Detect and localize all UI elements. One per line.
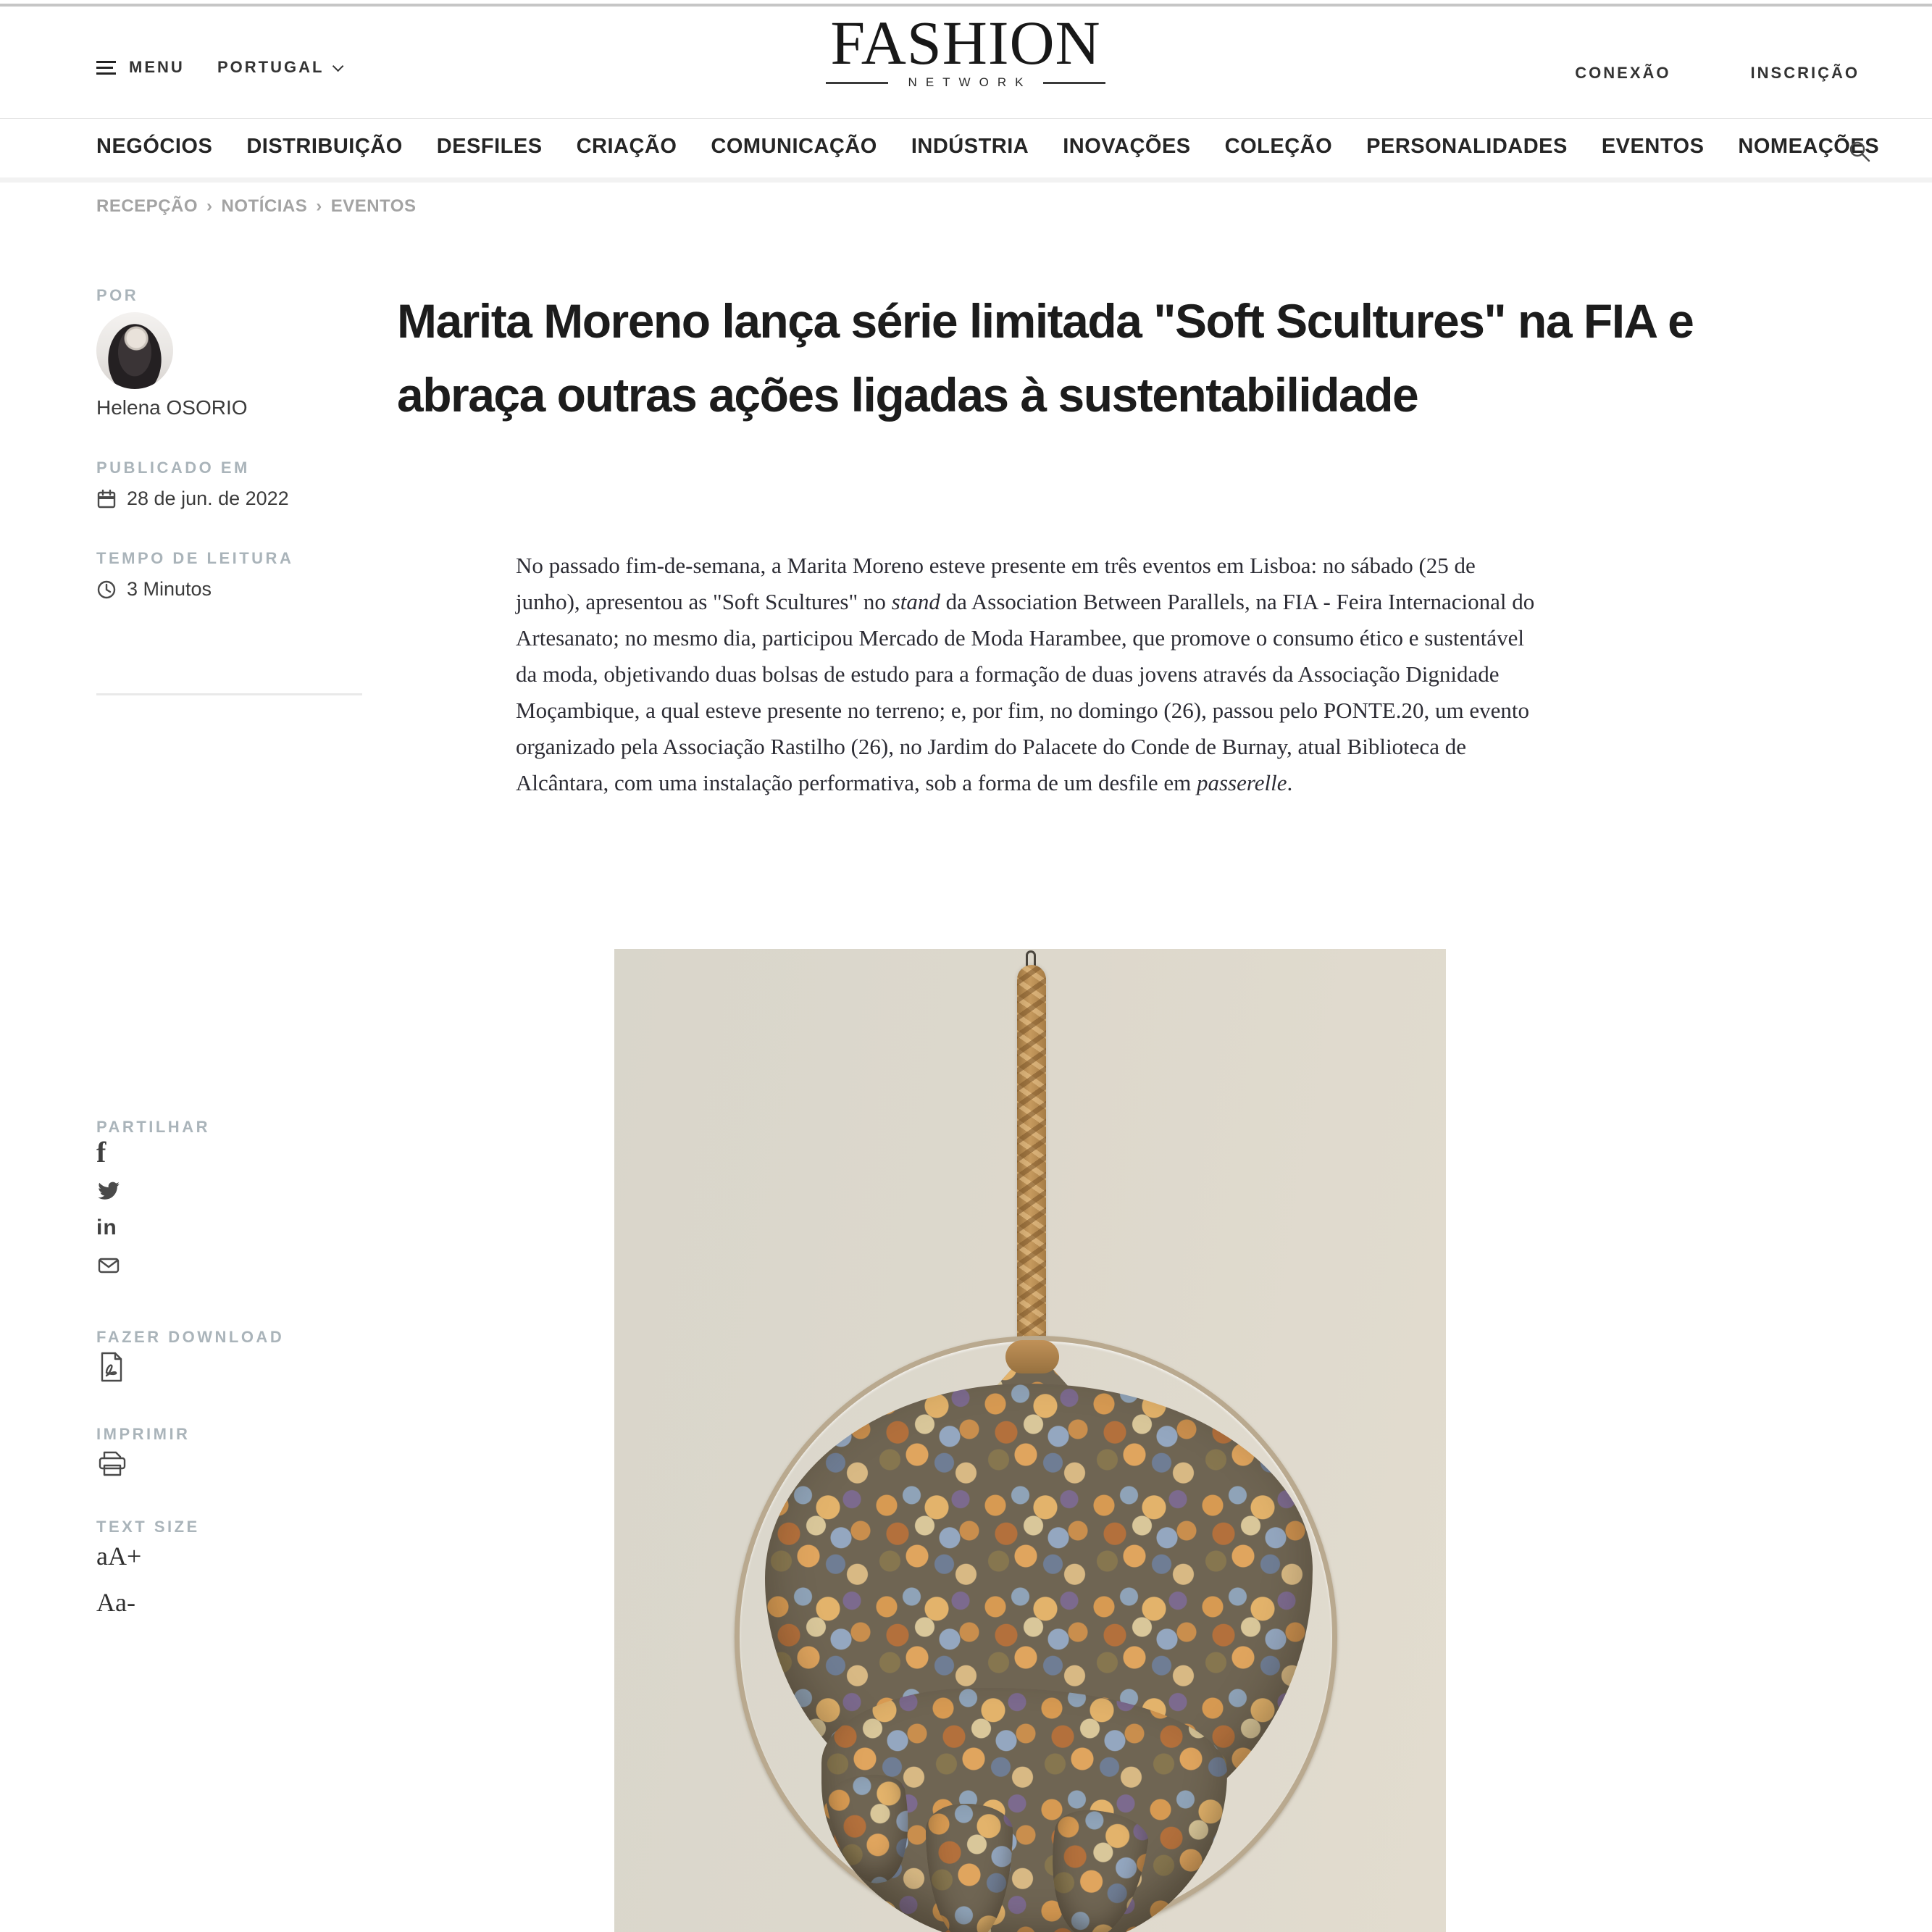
nav-item-desfiles[interactable]: DESFILES	[436, 135, 543, 158]
published-label: PUBLICADO EM	[96, 459, 250, 477]
login-link[interactable]: CONEXÃO	[1575, 64, 1671, 82]
site-header	[0, 0, 1932, 118]
breadcrumb-separator: ›	[206, 196, 213, 216]
published-date: 28 de jun. de 2022	[127, 488, 289, 509]
chevron-down-icon	[333, 60, 344, 72]
share-label: PARTILHAR	[96, 1118, 210, 1136]
region-label: PORTUGAL	[217, 58, 325, 76]
text-size-decrease-button[interactable]: Aa-	[96, 1588, 135, 1617]
print-label: IMPRIMIR	[96, 1425, 191, 1443]
main-nav	[96, 135, 1879, 159]
braided-rope	[1017, 965, 1046, 1355]
download-label: FAZER DOWNLOAD	[96, 1328, 285, 1346]
rope-knot	[1005, 1340, 1059, 1373]
by-label: POR	[96, 286, 139, 304]
paragraph-italic-passerelle: passerelle	[1196, 770, 1287, 795]
printer-icon[interactable]	[96, 1448, 128, 1479]
region-selector[interactable]	[217, 58, 340, 77]
author-name[interactable]: Helena OSORIO	[96, 396, 248, 419]
nav-item-negocios[interactable]: NEGÓCIOS	[96, 135, 213, 158]
breadcrumb-noticias[interactable]: NOTÍCIAS	[221, 196, 308, 216]
linkedin-icon[interactable]: in	[96, 1216, 117, 1239]
nav-item-distribuicao[interactable]: DISTRIBUIÇÃO	[246, 135, 403, 158]
paragraph-text: No passado fim-de-semana, a Marita Moreno esteve presente em três eventos em Lisboa: no sábado (25 de junho), apresentou as "Soft Scultures" no	[516, 553, 1476, 614]
breadcrumb-eventos[interactable]: EVENTOS	[330, 196, 417, 216]
nav-item-personalidades[interactable]: PERSONALIDADES	[1366, 135, 1568, 158]
article-paragraph	[516, 548, 1544, 801]
breadcrumb-recepcao[interactable]: RECEPÇÃO	[96, 196, 198, 216]
author-avatar[interactable]	[96, 312, 173, 389]
nav-divider	[0, 177, 1932, 183]
calendar-icon	[96, 489, 117, 509]
nav-item-criacao[interactable]: CRIAÇÃO	[576, 135, 677, 158]
logo-dash-left	[826, 82, 888, 84]
paragraph-text: da Association Between Parallels, na FIA - Feira Internacional do Artesanato; no mesmo dia, participou Mercado de Moda Harambee, que promove o consumo ético e sustentável da moda, objetivando duas bolsas de estudo para a formação de duas jovens através da Associação Dignidade Moçambique, a qual esteve presente no terreno; e, por fim, no domingo (26), passou pelo PONTE.20, um evento organizado pela Associação Rastilho (26), no Jardim do Palacete do Conde de Burnay, atual Biblioteca de Alcântara, com uma instalação performativa, sob a forma de um desfile em	[516, 589, 1535, 795]
breadcrumb-separator: ›	[316, 196, 322, 216]
nav-item-comunicacao[interactable]: COMUNICAÇÃO	[711, 135, 877, 158]
header-divider	[0, 118, 1932, 119]
nav-item-nomeacoes[interactable]: NOMEAÇÕES	[1738, 135, 1880, 158]
logo-subtitle: NETWORK	[908, 75, 1032, 89]
text-size-increase-button[interactable]: aA+	[96, 1542, 142, 1571]
site-logo[interactable]	[821, 8, 1111, 90]
menu-button[interactable]	[96, 58, 185, 77]
paragraph-text: .	[1287, 770, 1293, 795]
logo-wordmark: FASHION	[830, 8, 1101, 78]
clock-icon	[96, 580, 117, 600]
text-size-label: TEXT SIZE	[96, 1518, 200, 1536]
nav-item-eventos[interactable]: EVENTOS	[1601, 135, 1705, 158]
paragraph-italic-stand: stand	[891, 589, 940, 614]
facebook-icon[interactable]: f	[96, 1136, 106, 1168]
nav-item-inovacoes[interactable]: INOVAÇÕES	[1063, 135, 1191, 158]
reading-time-label: TEMPO DE LEITURA	[96, 549, 294, 567]
breadcrumb	[96, 196, 416, 217]
hamburger-icon	[96, 61, 116, 75]
pdf-icon[interactable]	[96, 1351, 125, 1383]
nav-item-industria[interactable]: INDÚSTRIA	[911, 135, 1029, 158]
article-title: Marita Moreno lança série limitada "Soft Scultures" na FIA e abraça outras ações ligadas à sustentabilidade	[397, 294, 1694, 422]
sidebar-divider	[96, 693, 362, 695]
search-icon[interactable]	[1847, 139, 1872, 164]
twitter-icon[interactable]	[96, 1177, 122, 1203]
signup-link[interactable]: INSCRIÇÃO	[1750, 64, 1860, 82]
logo-dash-right	[1043, 82, 1105, 84]
email-icon[interactable]	[96, 1253, 122, 1279]
reading-time: 3 Minutos	[127, 578, 212, 600]
menu-label: MENU	[129, 58, 185, 76]
nav-item-colecao[interactable]: COLEÇÃO	[1224, 135, 1333, 158]
article-image	[614, 949, 1446, 1932]
